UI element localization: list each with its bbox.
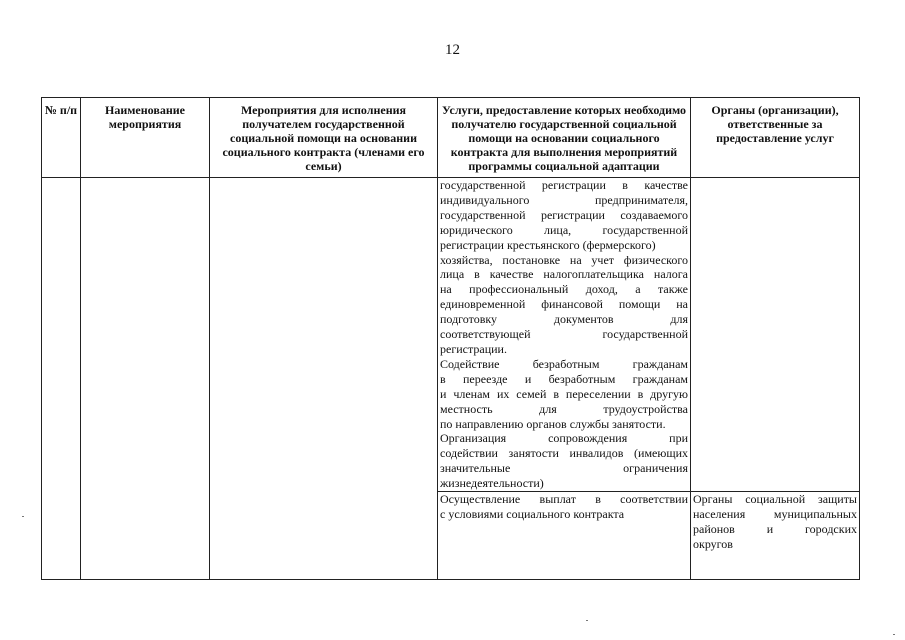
text-line: местность для трудоустройства	[440, 401, 688, 416]
header-name-text: Наименование мероприятия	[105, 103, 185, 131]
text-line: округов	[693, 536, 733, 551]
cell-services-registration	[438, 178, 691, 492]
header-number	[42, 98, 81, 178]
text-line: значительные ограничения	[440, 461, 688, 476]
table-row	[42, 178, 860, 492]
text-line: единовременной финансовой помощи на	[440, 297, 688, 312]
scan-speck	[893, 634, 895, 635]
text-line: и членам их семей в переселении в другую	[440, 386, 688, 401]
text-line: Организация сопровождения при	[440, 431, 688, 446]
services-registration-text	[440, 178, 688, 491]
text-line: регистрации крестьянского (фермерского)	[440, 237, 656, 252]
text-line: лица в качестве налогоплательщика налога	[440, 267, 688, 282]
scan-speck	[586, 620, 588, 621]
text-line: подготовку документов для	[440, 312, 688, 327]
cell-name	[81, 178, 210, 580]
cell-activities	[210, 178, 438, 580]
header-organs	[691, 98, 860, 178]
text-line: по направлению органов службы занятости.	[440, 416, 666, 431]
scan-speck	[22, 516, 24, 517]
social-contract-table	[41, 97, 860, 580]
text-line: хозяйства, постановке на учет физического	[440, 252, 688, 267]
services-payments-text	[440, 492, 688, 522]
text-line: на профессиональный доход, а также	[440, 282, 688, 297]
text-line: индивидуального предпринимателя,	[440, 192, 688, 207]
header-services-text: Услуги, предоставление которых необходимо получателю государственной социальной помощи на основании социального контракта для выполнения мероприятий программы социальной адаптации	[441, 103, 687, 173]
text-line: государственной регистрации создаваемого	[440, 207, 688, 222]
text-line: в переезде и безработным гражданам	[440, 371, 688, 386]
text-line: жизнедеятельности)	[440, 476, 544, 491]
text-line: Содействие безработным гражданам	[440, 356, 688, 371]
header-activities-text: Мероприятия для исполнения получателем государственной социальной помощи на основании социального контракта (членами его семьи)	[222, 103, 425, 173]
text-line: Органы социальной защиты	[693, 492, 857, 507]
table-header-row	[42, 98, 860, 178]
organs-social-protection-text	[693, 492, 857, 552]
text-line: содействии занятости инвалидов (имеющих	[440, 446, 688, 461]
text-line: Осуществление выплат в соответствии	[440, 492, 688, 507]
header-organs-text: Органы (организации), ответственные за предоставление услуг	[711, 103, 839, 145]
text-line: районов и городских	[693, 521, 857, 536]
cell-number	[42, 178, 81, 580]
header-activities	[210, 98, 438, 178]
header-number-text: № п/п	[44, 103, 78, 117]
text-line: населения муниципальных	[693, 506, 857, 521]
text-line: юридического лица, государственной	[440, 222, 688, 237]
cell-services-payments	[438, 492, 691, 580]
text-line: с условиями социального контракта	[440, 506, 625, 521]
text-line: государственной регистрации в качестве	[440, 178, 688, 192]
page-number: 12	[445, 42, 460, 58]
header-name	[81, 98, 210, 178]
text-line: соответствующей государственной	[440, 327, 688, 342]
cell-organs-empty	[691, 178, 860, 492]
cell-organs-social-protection	[691, 492, 860, 580]
text-line: регистрации.	[440, 341, 507, 356]
header-services	[438, 98, 691, 178]
